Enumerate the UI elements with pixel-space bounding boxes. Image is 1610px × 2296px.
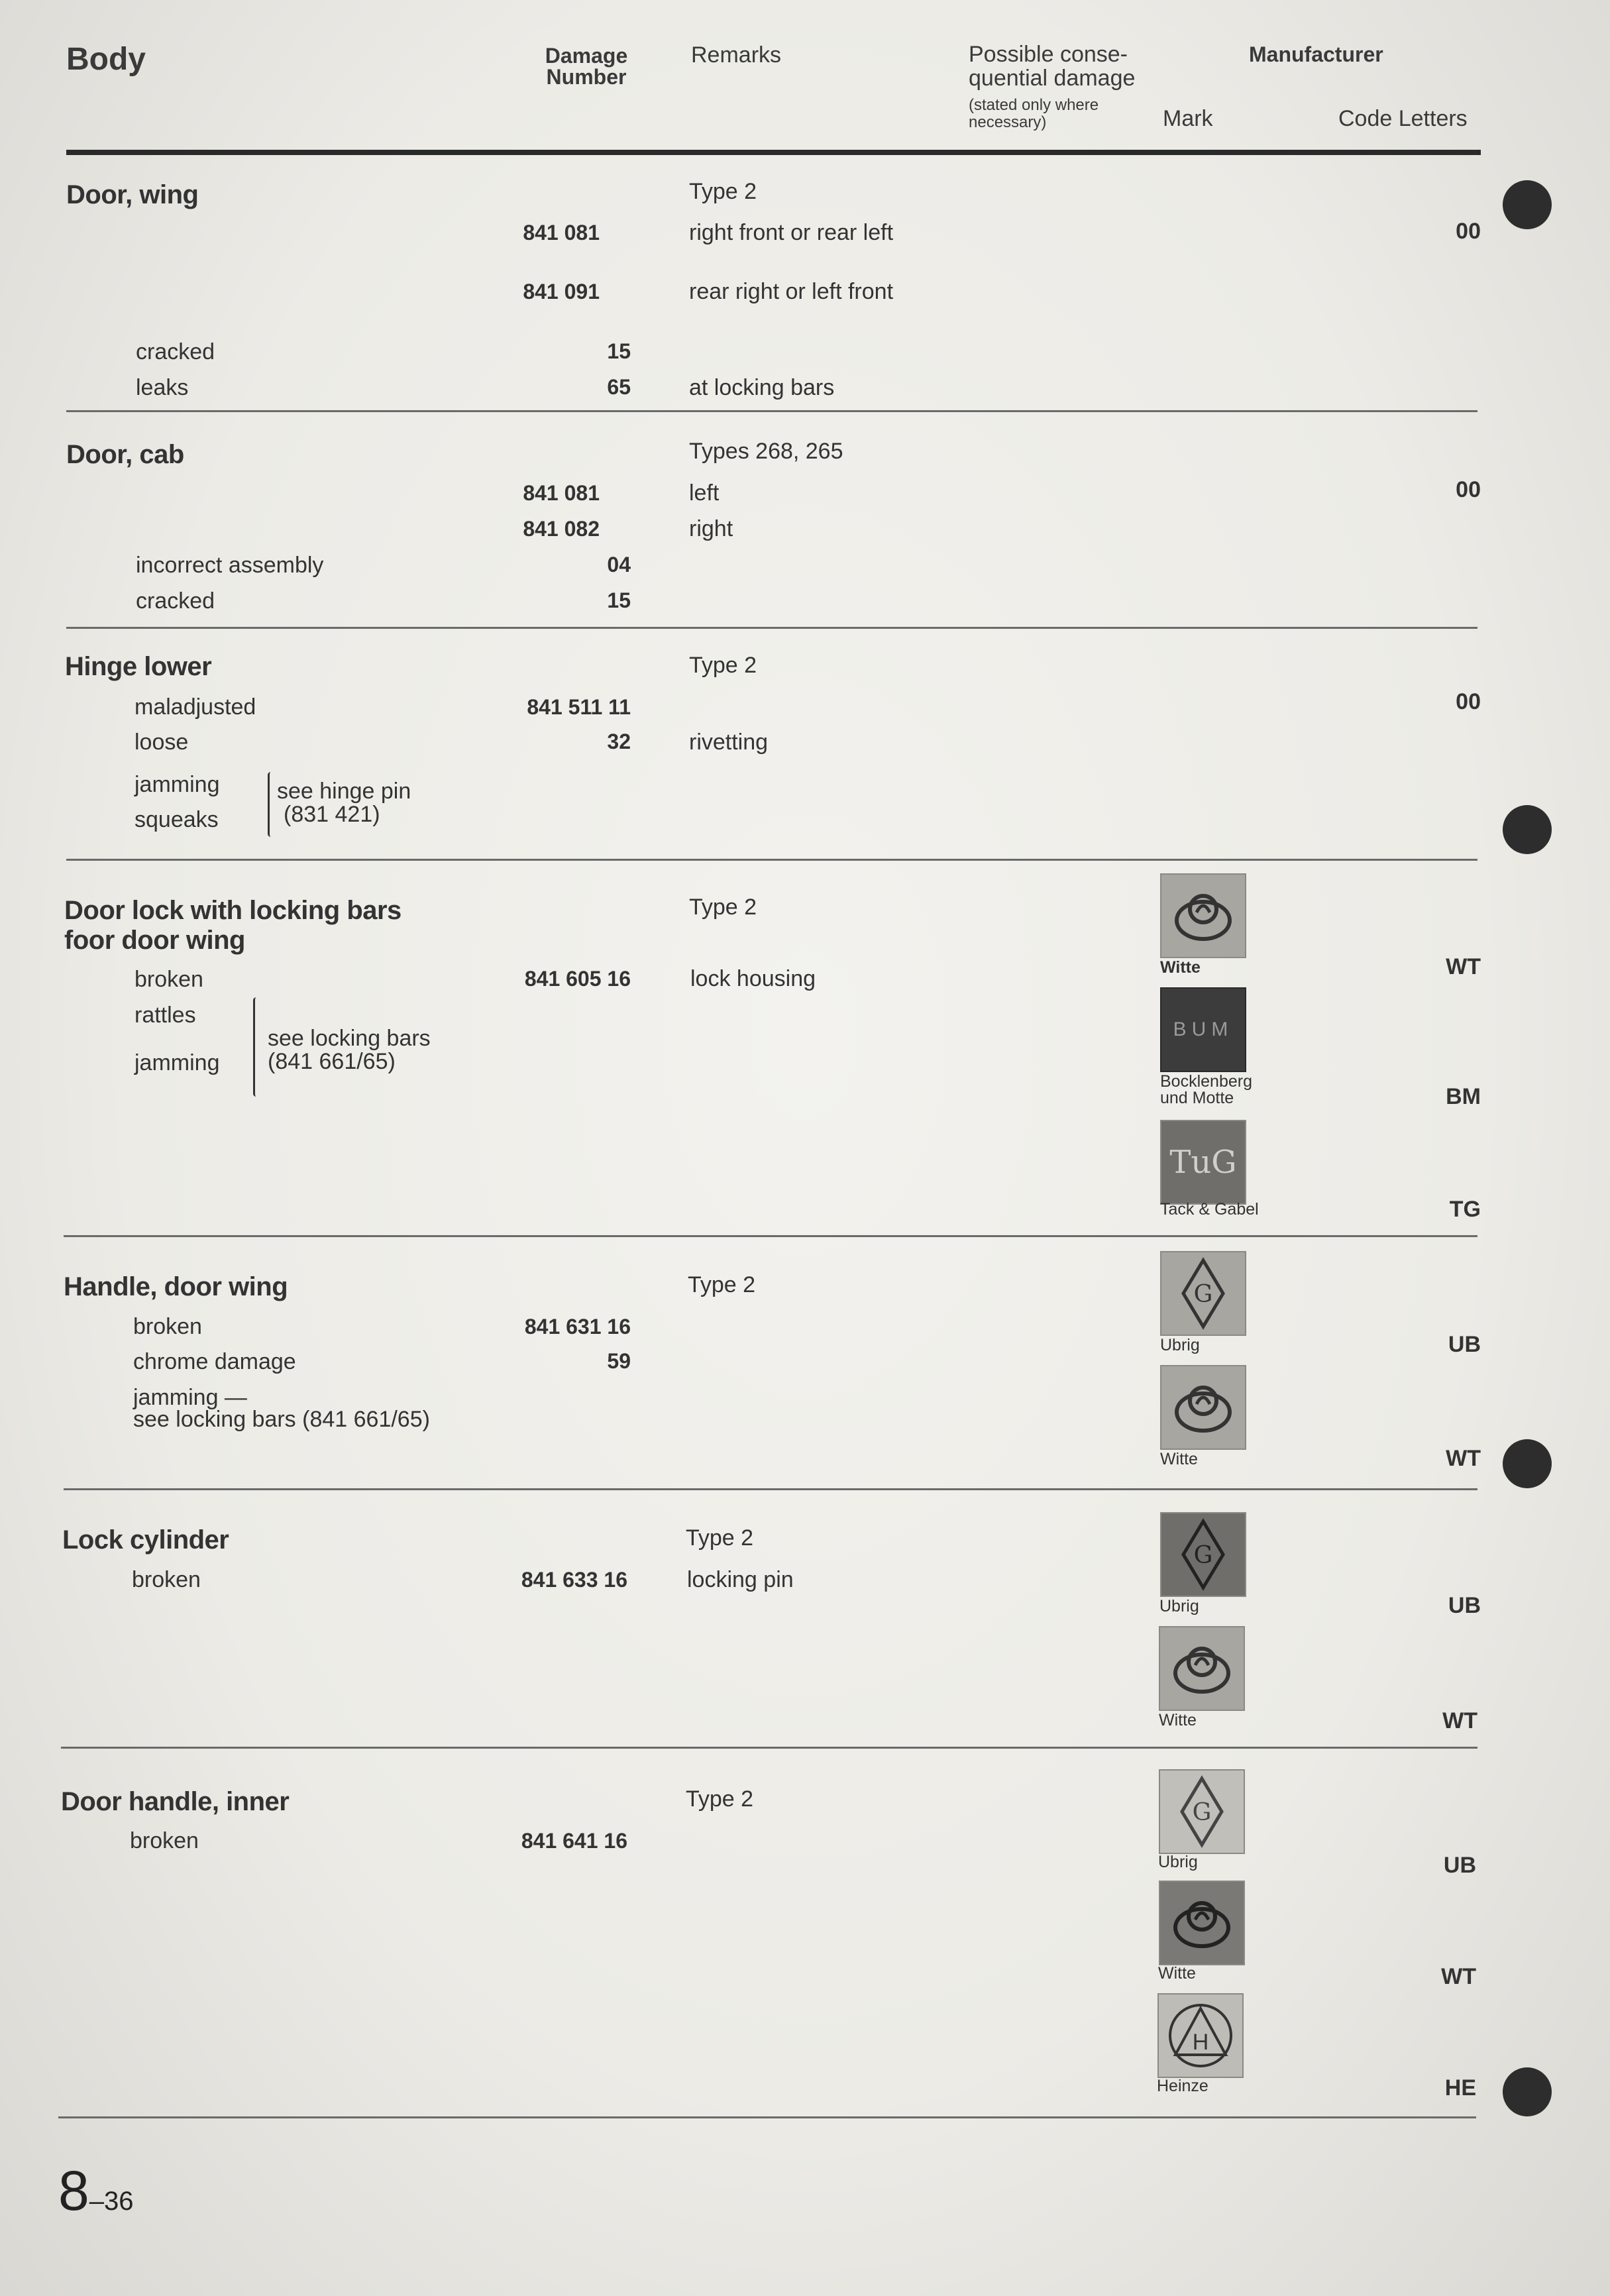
header-rule <box>66 150 1481 155</box>
section-title: Door handle, inner <box>61 1787 290 1816</box>
section-type: Type 2 <box>689 179 757 204</box>
damage-item: broken <box>132 1567 201 1592</box>
remark: right front or rear left <box>689 220 894 245</box>
code-letters: TG <box>1449 1197 1481 1222</box>
remark: right <box>689 516 733 541</box>
svg-text:G: G <box>1192 1799 1212 1826</box>
section-type: Type 2 <box>689 653 757 678</box>
damage-item: jamming <box>134 772 220 797</box>
section-divider <box>58 2116 1476 2118</box>
damage-number: 59 <box>607 1349 631 1373</box>
mark-name: Witte <box>1158 1964 1196 1983</box>
mark-name: Bocklenberg <box>1160 1072 1252 1091</box>
binder-hole <box>1503 1439 1552 1488</box>
manufacturer-header: Manufacturer <box>1249 42 1383 66</box>
remarks-header: Remarks <box>691 42 782 68</box>
consequential-note: (stated only where necessary) <box>969 96 1099 131</box>
brace-reference: see hinge pin <box>277 779 411 804</box>
code-letters: UB <box>1443 1853 1476 1878</box>
mark-name: Witte <box>1160 1450 1198 1468</box>
remark: rivetting <box>689 730 769 755</box>
damage-number: 15 <box>607 339 631 363</box>
damage-number: 841 605 16 <box>524 967 631 991</box>
damage-item: incorrect assembly <box>136 553 324 578</box>
section-divider <box>64 1235 1477 1237</box>
damage-item: leaks <box>136 375 189 400</box>
code-letters: WT <box>1442 1708 1477 1733</box>
damage-item: maladjusted <box>134 694 256 720</box>
mark-name: Witte <box>1160 958 1201 977</box>
code-letters-header: Code Letters <box>1338 106 1468 131</box>
brace-reference: see locking bars <box>268 1026 431 1051</box>
binder-hole <box>1503 180 1552 229</box>
damage-number-header: Damage Number <box>545 44 628 89</box>
damage-item: cracked <box>136 339 215 364</box>
code-letters: BM <box>1446 1084 1481 1109</box>
code-letters: WT <box>1441 1964 1476 1989</box>
binder-hole <box>1503 805 1552 854</box>
code-letters: UB <box>1448 1593 1481 1618</box>
witte-logo <box>1159 1881 1245 1965</box>
section-divider <box>64 1488 1477 1490</box>
section-type: Type 2 <box>686 1525 754 1551</box>
section-title: Door, cab <box>66 440 184 469</box>
remark: left <box>689 480 720 506</box>
mark-name: Ubrig <box>1160 1336 1200 1354</box>
section-type: Type 2 <box>689 895 757 920</box>
brace <box>253 997 259 1097</box>
code-letters: WT <box>1446 1446 1481 1471</box>
tug-logo: TuG <box>1160 1120 1246 1205</box>
code-letters: 00 <box>1456 477 1481 502</box>
svg-text:G: G <box>1193 1542 1213 1569</box>
mark-name: und Motte <box>1160 1089 1234 1107</box>
section-title: Door lock with locking bars <box>64 896 402 925</box>
witte-logo <box>1159 1626 1245 1711</box>
damage-item: loose <box>134 730 189 755</box>
mark-name: Ubrig <box>1158 1853 1198 1871</box>
witte-logo <box>1160 1365 1246 1450</box>
code-letters: WT <box>1446 954 1481 979</box>
damage-item: broken <box>130 1828 199 1853</box>
ubrig-logo <box>1159 1769 1245 1854</box>
section-divider <box>66 410 1477 412</box>
damage-item: rattles <box>134 1003 196 1028</box>
section-title: Handle, door wing <box>64 1272 288 1301</box>
remark: locking pin <box>687 1567 794 1592</box>
damage-item: broken <box>134 967 203 992</box>
consequential-header: Possible conse-quential damage <box>969 42 1136 91</box>
section-title: Hinge lower <box>65 652 212 681</box>
mark-name: Heinze <box>1157 2077 1208 2095</box>
mark-name: Tack & Gabel <box>1160 1200 1259 1219</box>
code-letters: HE <box>1444 2075 1476 2101</box>
brace-reference: (831 421) <box>284 802 380 827</box>
remark: rear right or left front <box>689 279 894 304</box>
damage-item: jamming <box>134 1050 220 1075</box>
damage-number: 15 <box>607 588 631 612</box>
damage-number: 841 631 16 <box>524 1315 631 1339</box>
section-type: Types 268, 265 <box>689 439 843 464</box>
section-divider <box>66 627 1477 629</box>
section-title: Door, wing <box>66 180 199 209</box>
svg-text:G: G <box>1193 1281 1213 1308</box>
damage-number: 841 081 <box>523 221 600 245</box>
heinze-logo <box>1157 1993 1244 2078</box>
bum-logo: BUM <box>1160 987 1246 1072</box>
damage-number: 65 <box>607 375 631 399</box>
binder-hole <box>1503 2067 1552 2116</box>
section-title-cont: foor door wing <box>64 926 245 955</box>
mark-name: Ubrig <box>1159 1597 1199 1615</box>
damage-item: squeaks <box>134 807 219 832</box>
mark-header: Mark <box>1163 106 1213 131</box>
damage-number: 841 082 <box>523 517 600 541</box>
brace-reference: (841 661/65) <box>268 1049 396 1074</box>
svg-text:H: H <box>1192 2030 1209 2055</box>
code-letters: 00 <box>1456 219 1481 244</box>
damage-number: 841 641 16 <box>521 1829 627 1853</box>
damage-number: 841 511 11 <box>527 695 631 719</box>
section-divider <box>61 1747 1477 1749</box>
ubrig-logo <box>1160 1251 1246 1336</box>
page-title: Body <box>66 42 146 77</box>
damage-number: 32 <box>607 730 631 753</box>
code-letters: 00 <box>1456 689 1481 714</box>
remark: at locking bars <box>689 375 835 400</box>
section-type: Type 2 <box>686 1786 754 1812</box>
damage-item: jamming — <box>133 1385 247 1410</box>
damage-item: see locking bars (841 661/65) <box>133 1407 430 1432</box>
ubrig-logo <box>1160 1512 1246 1597</box>
section-divider <box>66 859 1477 861</box>
damage-item: broken <box>133 1314 202 1339</box>
damage-number: 841 633 16 <box>521 1568 627 1592</box>
section-title: Lock cylinder <box>62 1525 229 1555</box>
damage-number: 841 091 <box>523 280 600 303</box>
page-number: 8–36 <box>58 2159 134 2222</box>
damage-number: 04 <box>607 553 631 576</box>
witte-logo <box>1160 873 1246 958</box>
brace <box>268 772 274 837</box>
damage-number: 841 081 <box>523 481 600 505</box>
mark-name: Witte <box>1159 1711 1197 1729</box>
section-type: Type 2 <box>688 1272 756 1297</box>
damage-item: cracked <box>136 588 215 614</box>
remark: lock housing <box>690 966 816 991</box>
code-letters: UB <box>1448 1332 1481 1357</box>
damage-item: chrome damage <box>133 1349 296 1374</box>
